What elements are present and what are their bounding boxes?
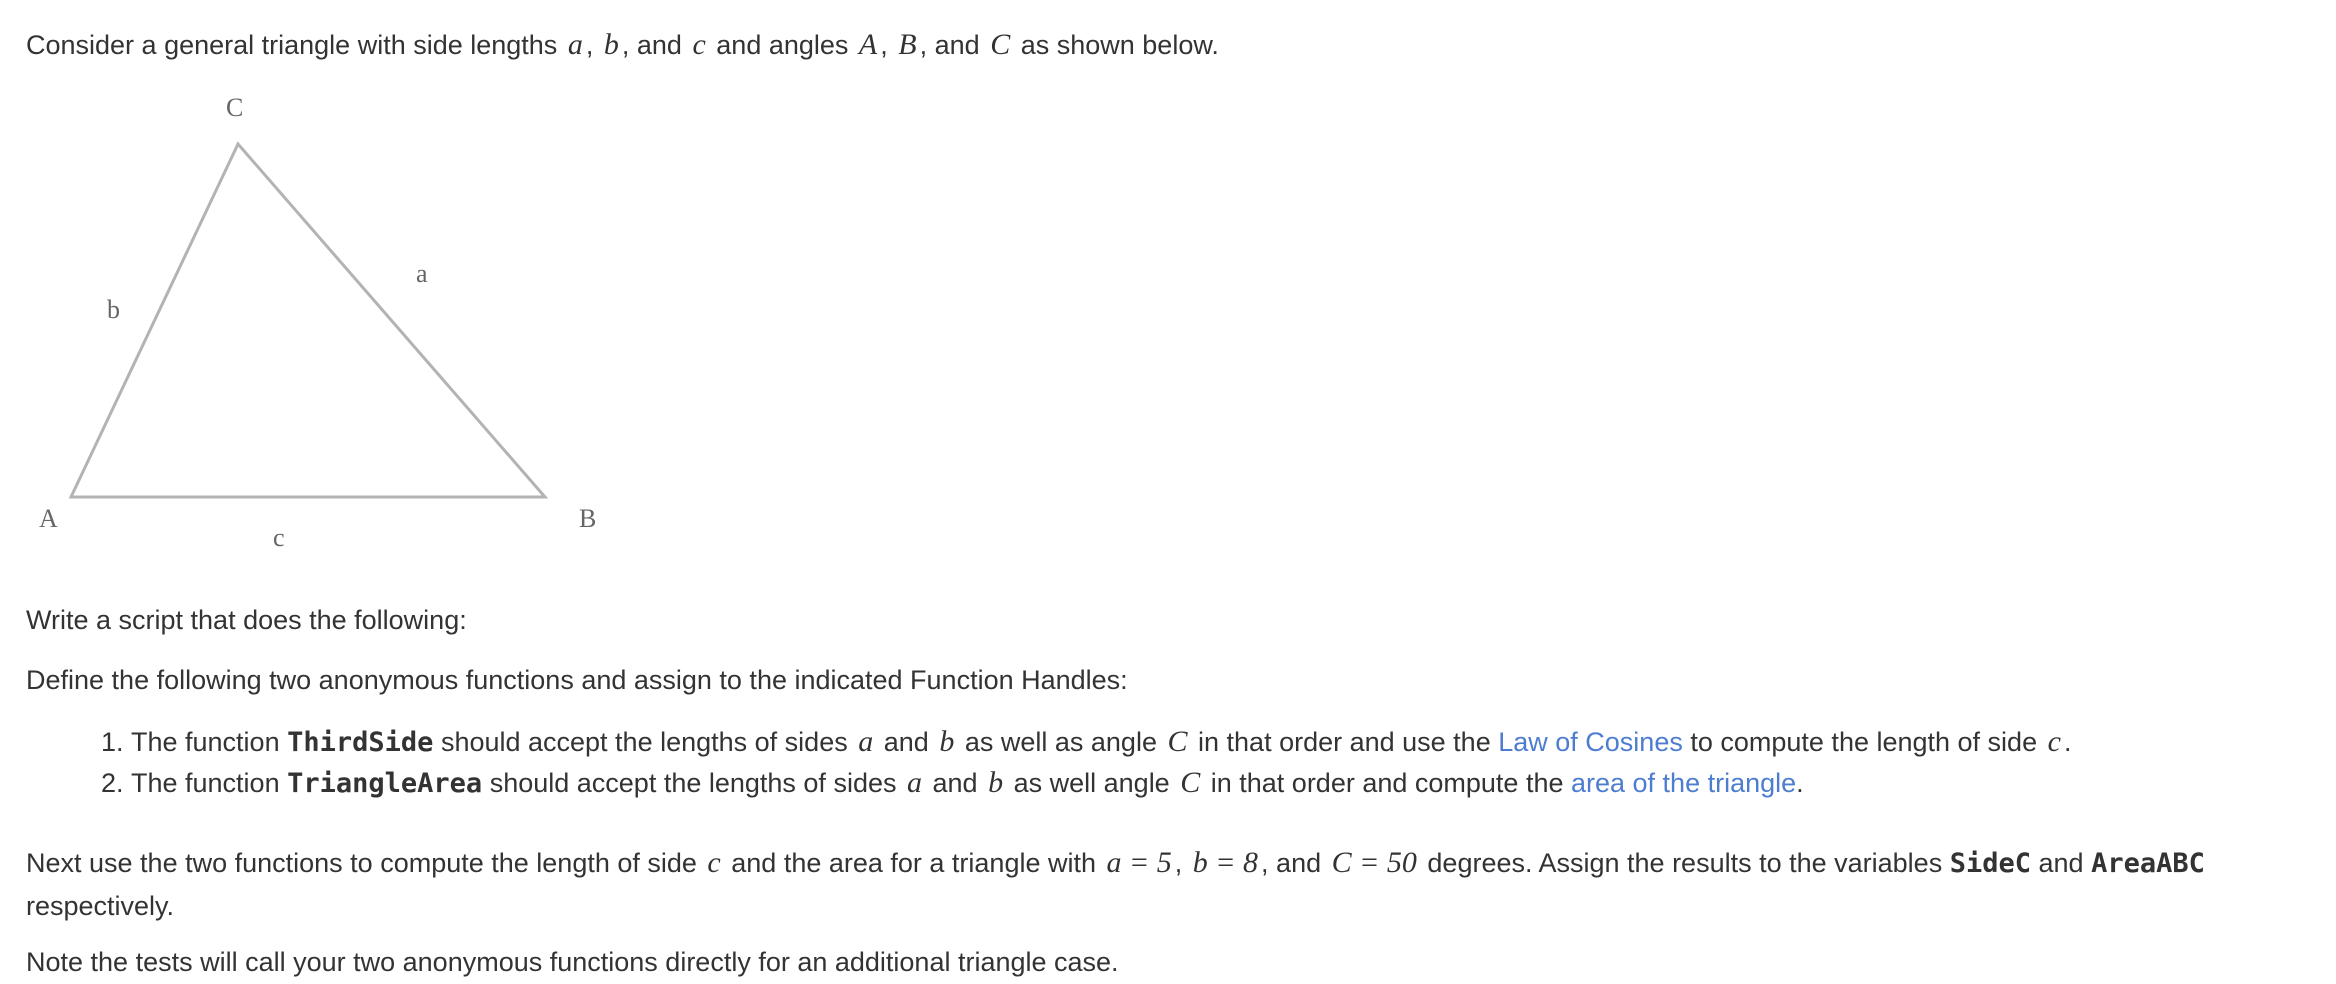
triangle-figure — [26, 82, 626, 562]
code-triangle-area: TriangleArea — [287, 768, 483, 799]
item-text: in that order and compute the — [1210, 768, 1564, 798]
math-side-b: b — [988, 766, 1004, 799]
law-of-cosines-link[interactable]: Law of Cosines — [1498, 727, 1683, 757]
item-text: should accept the lengths of sides — [440, 727, 848, 757]
math-angle-c: C — [1180, 766, 1201, 799]
next-text: degrees. Assign the results to the variables — [1427, 848, 1943, 878]
next-text: Next use the two functions to compute the length of side — [26, 848, 697, 878]
code-area-abc: AreaABC — [2091, 848, 2205, 879]
math-a-equals-5: a = 5 — [1106, 846, 1172, 879]
next-text: and the area for a triangle with — [731, 848, 1096, 878]
item-text: . — [1796, 768, 1804, 798]
math-side-a: a — [567, 28, 583, 61]
item-text: and — [932, 768, 978, 798]
item-text: The function — [131, 727, 280, 757]
item-text: The function — [131, 768, 280, 798]
triangle-shape — [71, 144, 545, 497]
math-side-c: c — [707, 846, 721, 879]
next-separator: , — [1174, 848, 1183, 878]
list-item-triangle-area — [131, 763, 2336, 804]
triangle-area-link[interactable]: area of the triangle — [1571, 768, 1797, 798]
code-side-c: SideC — [1949, 848, 2031, 879]
list-item-third-side — [131, 722, 2336, 763]
math-side-b: b — [603, 28, 619, 61]
math-side-c: c — [692, 28, 706, 61]
intro-text: and angles — [716, 30, 849, 60]
math-side-a: a — [907, 766, 922, 799]
math-angle-b: B — [898, 28, 917, 61]
intro-paragraph — [26, 25, 1219, 65]
math-b-equals-8: b = 8 — [1192, 846, 1259, 879]
item-text: as well angle — [1013, 768, 1170, 798]
vertex-label-c: C — [226, 93, 244, 122]
math-angle-a: A — [858, 28, 878, 61]
vertex-label-a: A — [39, 504, 58, 533]
math-side-c: c — [2047, 725, 2061, 758]
intro-text: Consider a general triangle with side lengths — [26, 30, 558, 60]
note-paragraph: Note the tests will call your two anonymous functions directly for an additional triangle case. — [26, 947, 1119, 977]
write-script-paragraph: Write a script that does the following: — [26, 605, 467, 635]
intro-separator: , — [585, 30, 594, 60]
next-text: respectively. — [26, 891, 175, 921]
item-text: in that order and use the — [1198, 727, 1491, 757]
intro-text: , and — [621, 30, 682, 60]
item-text: and — [883, 727, 929, 757]
math-angle-c: C — [1167, 725, 1188, 758]
next-paragraph — [26, 842, 2296, 927]
math-side-a: a — [858, 725, 874, 758]
code-third-side: ThirdSide — [287, 727, 434, 758]
item-text: . — [2063, 727, 2072, 757]
side-label-b: b — [107, 295, 120, 324]
intro-text: , and — [919, 30, 980, 60]
function-list — [26, 722, 2336, 804]
next-text: and — [2038, 848, 2084, 878]
side-label-c: c — [273, 523, 285, 552]
intro-text: as shown below. — [1020, 30, 1219, 60]
item-text: should accept the lengths of sides — [489, 768, 897, 798]
item-text: as well as angle — [964, 727, 1157, 757]
define-paragraph: Define the following two anonymous functions and assign to the indicated Function Handles: — [26, 665, 1128, 695]
next-text: , and — [1261, 848, 1322, 878]
math-side-b: b — [939, 725, 955, 758]
side-label-a: a — [416, 259, 428, 288]
math-angle-c: C — [990, 28, 1011, 61]
math-c-equals-50: C = 50 — [1331, 846, 1417, 879]
vertex-label-b: B — [579, 504, 597, 533]
triangle-diagram — [26, 82, 626, 562]
item-text: to compute the length of side — [1690, 727, 2038, 757]
intro-separator: , — [880, 30, 888, 60]
